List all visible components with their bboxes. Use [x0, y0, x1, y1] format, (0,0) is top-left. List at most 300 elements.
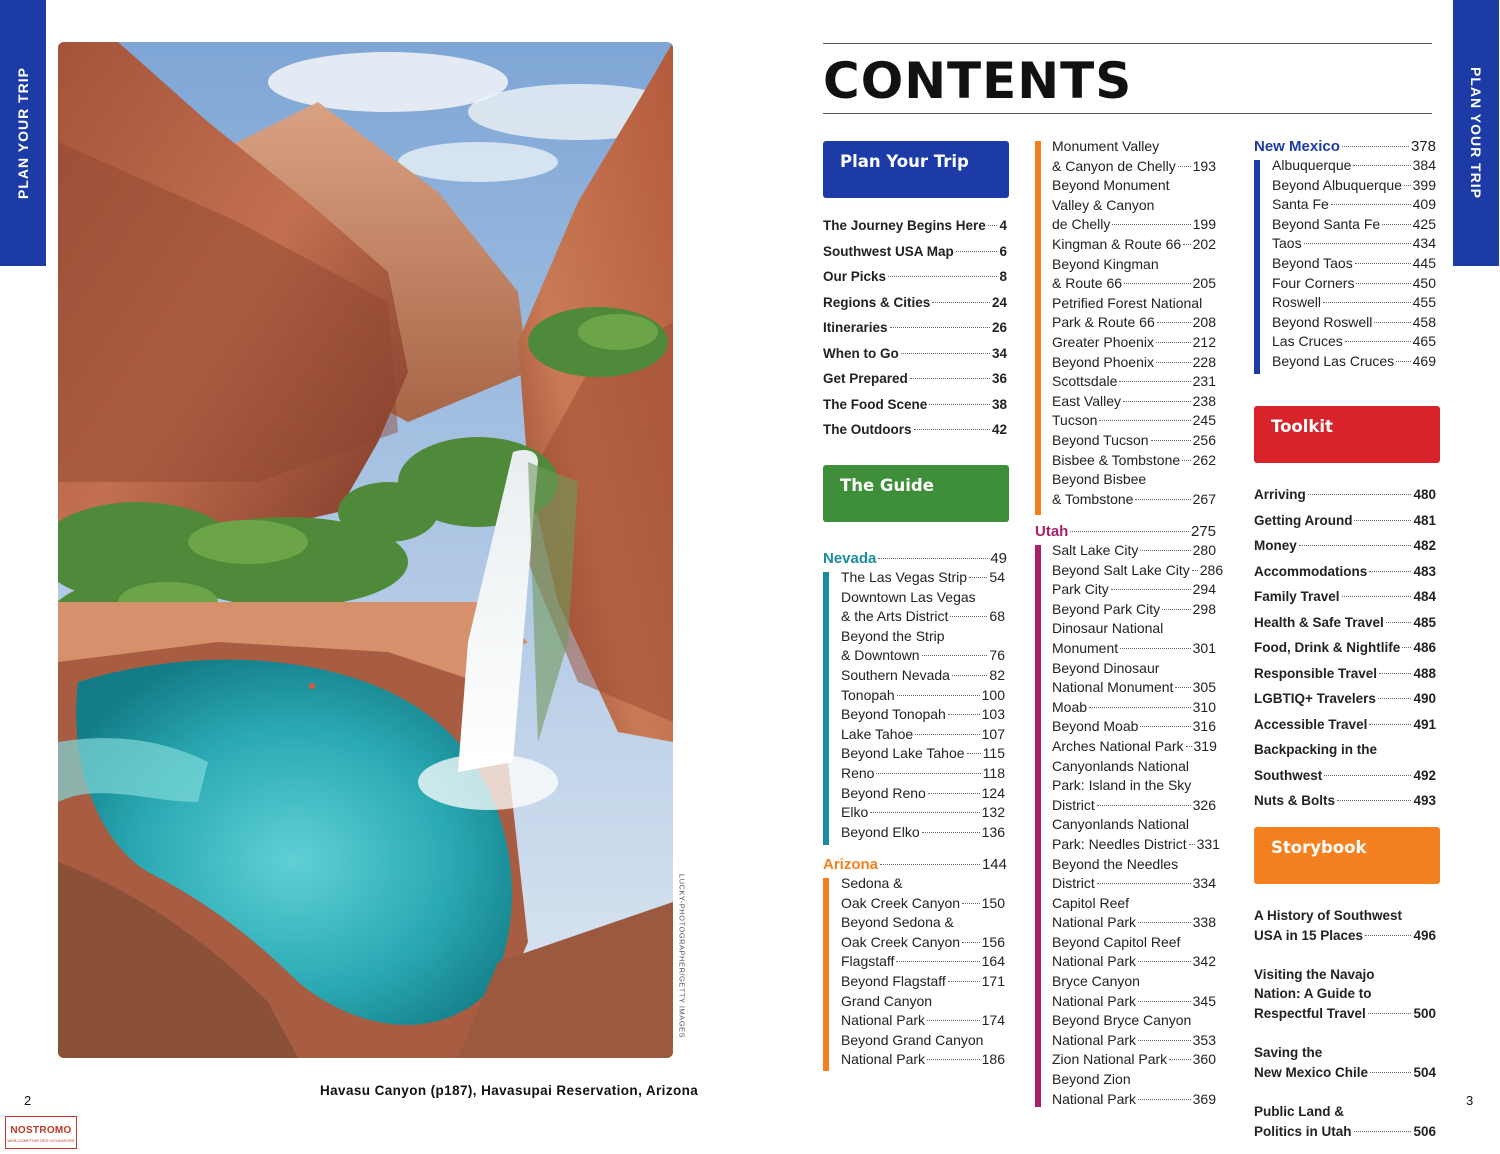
utah-item[interactable]: [1052, 776, 1216, 796]
entry-label: Beyond Zion: [1052, 1071, 1131, 1088]
entry-page: 186: [981, 1051, 1005, 1068]
arizona-item[interactable]: [1052, 431, 1216, 451]
dot-leader: [967, 753, 981, 754]
arizona-item[interactable]: [1052, 411, 1216, 431]
entry-page: 465: [1412, 333, 1436, 350]
dot-leader: [1396, 361, 1410, 362]
entry-page: 76: [989, 647, 1005, 664]
utah-item[interactable]: [1052, 580, 1216, 600]
toolkit-item[interactable]: [1254, 788, 1436, 814]
toolkit-item[interactable]: [1254, 661, 1436, 687]
entry-page: 455: [1412, 294, 1436, 311]
entry-label: Bryce Canyon: [1052, 973, 1140, 990]
dot-leader: [1299, 545, 1412, 546]
utah-item[interactable]: [1052, 541, 1216, 561]
arizona-item[interactable]: [841, 952, 1005, 972]
storybook-item[interactable]: [1254, 984, 1436, 1004]
arizona-item[interactable]: [841, 1011, 1005, 1031]
dot-leader: [1369, 571, 1411, 572]
arizona-item[interactable]: [1052, 255, 1216, 275]
entry-page: 26: [991, 320, 1007, 335]
plan-item[interactable]: [823, 213, 1007, 239]
toolkit-item[interactable]: [1254, 508, 1436, 534]
dot-leader: [1382, 224, 1410, 225]
dot-leader: [948, 981, 980, 982]
entry-label: Beyond Tucson: [1052, 431, 1149, 448]
entry-label: The Las Vegas Strip: [841, 569, 968, 585]
utah-item[interactable]: [1052, 952, 1216, 972]
dot-leader: [1304, 243, 1411, 244]
dot-leader: [1308, 494, 1412, 495]
toolkit-item[interactable]: [1254, 610, 1436, 636]
arizona-item[interactable]: [841, 933, 1005, 953]
utah-heading[interactable]: Utah 275: [1035, 523, 1216, 540]
utah-item[interactable]: [1052, 855, 1216, 875]
plan-item[interactable]: [823, 417, 1007, 443]
entry-page: 42: [991, 422, 1007, 437]
entry-label: A History of Southwest: [1254, 908, 1403, 923]
entry-label: The Food Scene: [823, 396, 928, 412]
photo-caption: Havasu Canyon (p187), Havasupai Reservation, Arizona: [320, 1083, 699, 1098]
entry-page: 202: [1192, 235, 1216, 252]
entry-page: 506: [1413, 1123, 1436, 1139]
entry-label: District: [1052, 875, 1095, 892]
entry-label: Tonopah: [841, 686, 895, 703]
entry-page: 136: [981, 823, 1005, 840]
new-mexico-heading[interactable]: New Mexico 378: [1254, 138, 1436, 155]
dot-leader: [1119, 381, 1190, 382]
entry-page: 483: [1413, 563, 1436, 579]
entry-page: 38: [991, 396, 1007, 412]
dot-leader: [1099, 420, 1190, 421]
entry-label: & Downtown: [841, 647, 920, 664]
nevada-item[interactable]: [841, 803, 1005, 823]
toolkit-item[interactable]: [1254, 763, 1436, 789]
dot-leader: [1355, 263, 1411, 264]
new-mexico-item[interactable]: [1272, 274, 1436, 294]
entry-label: Capitol Reef: [1052, 894, 1130, 911]
nostromo-logo: NOSTROMO WEB COMPTOIR DES VOYAGEURS: [5, 1116, 77, 1149]
entry-label: Oak Creek Canyon: [841, 933, 961, 950]
dot-leader: [914, 429, 990, 430]
entry-label: Beyond Park City: [1052, 600, 1161, 617]
entry-label: Beyond Tonopah: [841, 706, 946, 723]
arizona-item[interactable]: [1052, 235, 1216, 255]
plan-your-trip-box[interactable]: Plan Your Trip: [823, 141, 1009, 198]
entry-label: Regions & Cities: [823, 294, 931, 310]
utah-item[interactable]: [1052, 874, 1216, 894]
entry-label: New Mexico Chile: [1254, 1064, 1369, 1080]
page-title: CONTENTS: [823, 52, 1133, 110]
arizona-item[interactable]: [1052, 333, 1216, 353]
utah-item[interactable]: [1052, 913, 1216, 933]
entry-label: Lake Tahoe: [841, 725, 914, 742]
dot-leader: [888, 276, 997, 277]
new-mexico-item[interactable]: [1272, 234, 1436, 254]
entry-page: 360: [1192, 1051, 1216, 1068]
entry-label: National Park: [1052, 1031, 1137, 1048]
entry-label: Southern Nevada: [841, 666, 950, 683]
entry-label: Salt Lake City: [1052, 542, 1139, 558]
entry-label: Beyond the Strip: [841, 627, 945, 644]
entry-page: 486: [1413, 640, 1436, 655]
entry-label: Money: [1254, 538, 1297, 553]
dot-leader: [927, 1020, 980, 1021]
entry-label: Monument Valley: [1052, 138, 1160, 154]
entry-label: Beyond Santa Fe: [1272, 215, 1381, 232]
dot-leader: [956, 251, 998, 252]
utah-item[interactable]: [1052, 1050, 1216, 1070]
entry-page: 100: [981, 686, 1005, 703]
entry-page: 6: [999, 243, 1007, 259]
nevada-item[interactable]: [841, 764, 1005, 784]
storybook-item[interactable]: [1254, 1043, 1436, 1063]
dot-leader: [1123, 401, 1191, 402]
nevada-item[interactable]: [841, 725, 1005, 745]
storybook-item[interactable]: [1254, 965, 1436, 985]
entry-page: 485: [1413, 614, 1436, 630]
dot-leader: [1379, 673, 1411, 674]
arizona-item[interactable]: [1052, 353, 1216, 373]
entry-page: 124: [981, 784, 1005, 801]
entry-label: Southwest: [1254, 767, 1323, 783]
entry-label: Accessible Travel: [1254, 716, 1368, 732]
arizona-item[interactable]: [841, 1031, 1005, 1051]
entry-label: Beyond Roswell: [1272, 313, 1373, 330]
utah-item[interactable]: [1052, 619, 1216, 639]
entry-label: Arches National Park: [1052, 737, 1184, 754]
storybook-item: [1254, 1082, 1436, 1102]
utah-item[interactable]: [1052, 678, 1216, 698]
dot-leader: [1378, 698, 1412, 699]
utah-item[interactable]: [1052, 1090, 1216, 1110]
nevada-item[interactable]: [841, 784, 1005, 804]
arizona-item[interactable]: [1052, 196, 1216, 216]
new-mexico-item[interactable]: [1272, 313, 1436, 333]
entry-label: Bisbee & Tombstone: [1052, 451, 1181, 468]
dot-leader: [922, 655, 988, 656]
nevada-item[interactable]: [841, 705, 1005, 725]
nevada-item[interactable]: [841, 823, 1005, 843]
arizona-heading[interactable]: Arizona 144: [823, 856, 1007, 873]
dot-leader: [1354, 1131, 1412, 1132]
entry-label: Arriving: [1254, 487, 1306, 502]
arizona-item[interactable]: [1052, 490, 1216, 510]
dot-leader: [1138, 1099, 1191, 1100]
entry-label: Santa Fe: [1272, 196, 1329, 213]
entry-page: 326: [1192, 796, 1216, 813]
dot-leader: [1178, 166, 1191, 167]
utah-item[interactable]: [1052, 659, 1216, 679]
entry-page: 331: [1196, 835, 1220, 852]
entry-page: 150: [981, 894, 1005, 911]
entry-label: East Valley: [1052, 392, 1121, 409]
toolkit-item[interactable]: [1254, 635, 1436, 661]
arizona-item[interactable]: [841, 894, 1005, 914]
entry-page: 174: [981, 1012, 1005, 1029]
entry-page: 490: [1413, 691, 1436, 706]
new-mexico-item[interactable]: [1272, 332, 1436, 352]
entry-label: & Canyon de Chelly: [1052, 157, 1176, 174]
toolkit-item[interactable]: [1254, 482, 1436, 508]
dot-leader: [929, 404, 990, 405]
utah-item[interactable]: [1052, 1011, 1216, 1031]
entry-label: Las Cruces: [1272, 333, 1343, 350]
storybook-box[interactable]: Storybook: [1254, 827, 1440, 884]
entry-page: 24: [991, 294, 1007, 310]
nevada-heading[interactable]: Nevada 49: [823, 550, 1007, 567]
plan-item[interactable]: [823, 315, 1007, 341]
dot-leader: [901, 353, 990, 354]
entry-label: Beyond Capitol Reef: [1052, 933, 1181, 950]
entry-label: National Park: [1052, 992, 1137, 1009]
new-mexico-item[interactable]: [1272, 215, 1436, 235]
entry-page: 82: [989, 666, 1005, 683]
arizona-item[interactable]: [1052, 451, 1216, 471]
entry-label: Get Prepared: [823, 371, 908, 386]
utah-item[interactable]: [1052, 933, 1216, 953]
entry-label: The Journey Begins Here: [823, 218, 986, 233]
dot-leader: [948, 714, 980, 715]
new-mexico-bar: [1254, 160, 1260, 374]
utah-item[interactable]: [1052, 992, 1216, 1012]
entry-label: National Park: [841, 1051, 926, 1068]
utah-item[interactable]: [1052, 796, 1216, 816]
entry-page: 458: [1412, 313, 1436, 330]
utah-item[interactable]: [1052, 972, 1216, 992]
plan-item[interactable]: [823, 264, 1007, 290]
entry-label: & the Arts District: [841, 608, 949, 625]
nevada-item[interactable]: [841, 686, 1005, 706]
entry-label: Food, Drink & Nightlife: [1254, 640, 1401, 655]
toolkit-box[interactable]: Toolkit: [1254, 406, 1440, 463]
arizona-item[interactable]: [841, 1050, 1005, 1070]
plan-item[interactable]: [823, 341, 1007, 367]
entry-page: 480: [1413, 487, 1436, 502]
dot-leader: [1135, 499, 1190, 500]
arizona-item[interactable]: [1052, 313, 1216, 333]
plan-item[interactable]: [823, 290, 1007, 316]
title-rule: [823, 113, 1432, 114]
entry-label: Park: Needles District: [1052, 835, 1187, 852]
entry-page: 132: [981, 804, 1005, 821]
storybook-item[interactable]: [1254, 926, 1436, 946]
arizona-item[interactable]: [1052, 392, 1216, 412]
the-guide-box[interactable]: The Guide: [823, 465, 1009, 522]
storybook-item[interactable]: [1254, 1063, 1436, 1083]
entry-label: Beyond Salt Lake City: [1052, 561, 1190, 578]
toolkit-list: [1254, 482, 1436, 814]
entry-page: 238: [1192, 392, 1216, 409]
toolkit-item[interactable]: [1254, 533, 1436, 559]
entry-label: Beyond Taos: [1272, 254, 1353, 271]
storybook-item[interactable]: [1254, 1004, 1436, 1024]
new-mexico-item[interactable]: [1272, 176, 1436, 196]
plan-item[interactable]: [823, 239, 1007, 265]
toolkit-item[interactable]: [1254, 584, 1436, 610]
entry-label: Politics in Utah: [1254, 1123, 1352, 1139]
toolkit-item[interactable]: [1254, 712, 1436, 738]
nevada-item[interactable]: [841, 646, 1005, 666]
arizona-item[interactable]: [1052, 294, 1216, 314]
entry-page: 369: [1192, 1090, 1216, 1107]
nevada-item[interactable]: [841, 588, 1005, 608]
dot-leader: [1189, 844, 1195, 845]
toolkit-item[interactable]: [1254, 737, 1436, 763]
arizona-item[interactable]: [1052, 137, 1216, 157]
entry-label: Getting Around: [1254, 512, 1353, 528]
entry-label: Four Corners: [1272, 274, 1355, 291]
entry-label: District: [1052, 796, 1095, 813]
entry-page: 231: [1192, 373, 1216, 390]
entry-label: Kingman & Route 66: [1052, 235, 1182, 252]
dot-leader: [1089, 707, 1191, 708]
utah-item[interactable]: [1052, 561, 1224, 581]
nevada-item[interactable]: [841, 607, 1005, 627]
arizona-item[interactable]: [1052, 157, 1216, 177]
dot-leader: [950, 616, 987, 617]
new-mexico-item[interactable]: [1272, 254, 1436, 274]
new-mexico-item[interactable]: [1272, 195, 1436, 215]
dot-leader: [1169, 1059, 1190, 1060]
arizona-item[interactable]: [1052, 274, 1216, 294]
new-mexico-item[interactable]: [1272, 293, 1436, 313]
arizona-item[interactable]: [841, 874, 1005, 894]
entry-page: 199: [1192, 216, 1216, 233]
entry-page: 8: [999, 269, 1007, 284]
entry-page: 310: [1192, 698, 1216, 715]
entry-page: 492: [1413, 767, 1436, 783]
entry-label: Beyond Kingman: [1052, 255, 1159, 272]
arizona-item[interactable]: [841, 913, 1005, 933]
utah-item[interactable]: [1052, 639, 1216, 659]
entry-label: Canyonlands National: [1052, 816, 1189, 833]
entry-page: 107: [981, 725, 1005, 742]
utah-item[interactable]: [1052, 757, 1216, 777]
entry-page: 193: [1192, 157, 1216, 174]
nevada-item[interactable]: [841, 744, 1005, 764]
dot-leader: [1140, 726, 1190, 727]
storybook-list: [1254, 906, 1436, 1141]
dot-leader: [962, 942, 980, 943]
storybook-item[interactable]: [1254, 1102, 1436, 1122]
entry-page: 481: [1413, 512, 1436, 528]
entry-label: Flagstaff: [841, 953, 895, 970]
arizona-item[interactable]: [1052, 470, 1216, 490]
entry-label: Park City: [1052, 581, 1109, 598]
toolkit-item[interactable]: [1254, 686, 1436, 712]
entry-label: Valley & Canyon: [1052, 196, 1155, 213]
dot-leader: [910, 378, 990, 379]
entry-label: Responsible Travel: [1254, 665, 1378, 681]
utah-item[interactable]: [1052, 1070, 1216, 1090]
entry-page: 338: [1192, 914, 1216, 931]
entry-label: National Park: [1052, 953, 1137, 970]
entry-label: Canyonlands National: [1052, 757, 1189, 774]
entry-page: 34: [991, 345, 1007, 361]
utah-item[interactable]: [1052, 737, 1216, 757]
storybook-item[interactable]: [1254, 1122, 1436, 1142]
dot-leader: [1120, 648, 1190, 649]
entry-page: 399: [1412, 176, 1436, 193]
entry-label: Reno: [841, 764, 875, 781]
utah-item[interactable]: [1052, 717, 1216, 737]
entry-page: 482: [1413, 538, 1436, 553]
entry-label: Dinosaur National: [1052, 620, 1164, 637]
utah-item[interactable]: [1052, 1031, 1216, 1051]
arizona-item[interactable]: [1052, 372, 1216, 392]
entry-label: Moab: [1052, 698, 1088, 715]
entry-label: Beyond Phoenix: [1052, 353, 1154, 370]
entry-page: 496: [1413, 927, 1436, 943]
dot-leader: [1374, 322, 1410, 323]
nevada-item[interactable]: [841, 568, 1005, 588]
entry-page: 298: [1192, 600, 1216, 617]
new-mexico-item[interactable]: [1272, 156, 1436, 176]
dot-leader: [1368, 1013, 1412, 1014]
utah-item[interactable]: [1052, 698, 1216, 718]
page-number-left: 2: [24, 1093, 32, 1108]
dot-leader: [1138, 961, 1191, 962]
entry-label: Downtown Las Vegas: [841, 588, 976, 605]
entry-page: 450: [1412, 274, 1436, 291]
storybook-item[interactable]: [1254, 906, 1436, 926]
arizona-cont-list: [1052, 137, 1216, 509]
plan-item[interactable]: [823, 392, 1007, 418]
dot-leader: [870, 812, 979, 813]
utah-item[interactable]: [1052, 815, 1216, 835]
entry-label: Beyond Dinosaur: [1052, 659, 1160, 676]
utah-item[interactable]: [1052, 600, 1216, 620]
arizona-item[interactable]: [1052, 176, 1216, 196]
dot-leader: [928, 793, 980, 794]
dot-leader: [1331, 204, 1411, 205]
plan-item[interactable]: [823, 366, 1007, 392]
entry-label: Tucson: [1052, 412, 1098, 429]
dot-leader: [988, 225, 998, 226]
toolkit-item[interactable]: [1254, 559, 1436, 585]
entry-page: 164: [981, 953, 1005, 970]
entry-label: Itineraries: [823, 320, 888, 335]
entry-page: 342: [1192, 953, 1216, 970]
storybook-item: [1254, 1024, 1436, 1044]
entry-page: 319: [1193, 737, 1217, 754]
entry-label: Accommodations: [1254, 563, 1368, 579]
entry-label: Zion National Park: [1052, 1051, 1168, 1068]
entry-label: Beyond Elko: [841, 823, 920, 840]
entry-label: Nation: A Guide to: [1254, 986, 1372, 1002]
arizona-list: [841, 874, 1005, 1070]
entry-label: Nuts & Bolts: [1254, 793, 1335, 808]
dot-leader: [1151, 440, 1191, 441]
new-mexico-item[interactable]: [1272, 352, 1436, 372]
entry-label: USA in 15 Places: [1254, 927, 1364, 943]
arizona-item[interactable]: [1052, 215, 1216, 235]
entry-label: Beyond Monument: [1052, 177, 1170, 194]
entry-page: 103: [981, 706, 1005, 723]
entry-label: Roswell: [1272, 294, 1322, 311]
utah-bar: [1035, 545, 1041, 1107]
entry-label: Greater Phoenix: [1052, 333, 1154, 350]
nevada-item[interactable]: [841, 666, 1005, 686]
arizona-item[interactable]: [841, 972, 1005, 992]
utah-item[interactable]: [1052, 894, 1216, 914]
nevada-item[interactable]: [841, 627, 1005, 647]
dot-leader: [1097, 805, 1191, 806]
arizona-item[interactable]: [841, 992, 1005, 1012]
entry-page: 4: [999, 218, 1007, 233]
utah-item[interactable]: [1052, 835, 1220, 855]
